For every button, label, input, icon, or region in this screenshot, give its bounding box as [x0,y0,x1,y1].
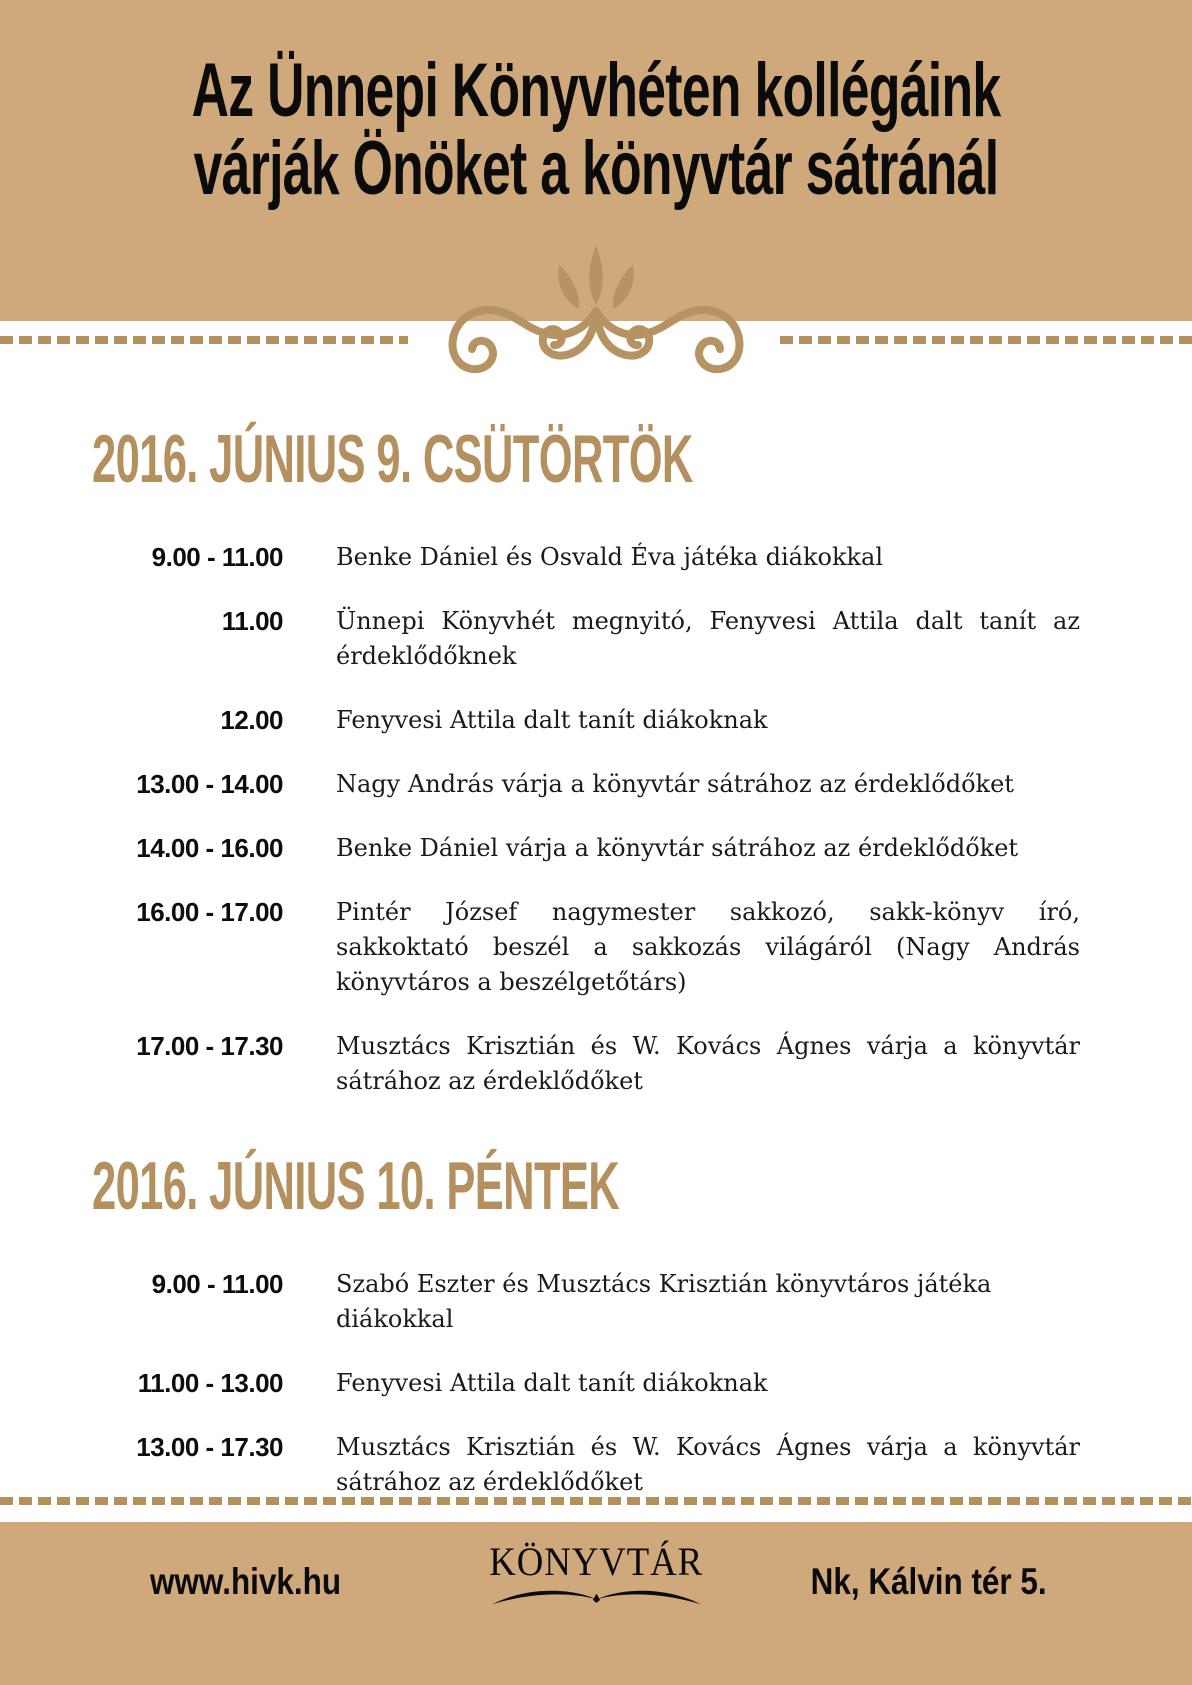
footer-address: Nk, Kálvin tér 5. [811,1561,1047,1602]
page-title [0,0,1192,211]
schedule-row [0,895,1192,1000]
event-description: Nagy András várja a könyvtár sátrához az érdeklődőket [336,770,1014,798]
event-time: 16.00 - 17.00 [136,897,283,927]
event-description: Pintér József nagymester sakkozó, sakk-könyv író, sakkoktató beszél a sakkozás világáról (Nagy András könyvtáros a beszélgetőtárs) [336,898,1080,996]
event-description: Fenyvesi Attila dalt tanít diákoknak [336,706,768,734]
schedule-row [0,540,1192,575]
event-description: Musztács Krisztián és W. Kovács Ágnes várja a könyvtár sátrához az érdeklődőket [336,1032,1080,1095]
footer-website: www.hivk.hu [150,1561,342,1602]
schedule-row [0,1366,1192,1401]
event-description: Benke Dániel várja a könyvtár sátrához az érdeklődőket [336,834,1019,862]
section-day-2 [0,1148,1192,1500]
event-time: 13.00 - 14.00 [136,769,283,799]
schedule-row [0,1430,1192,1500]
schedule-row [0,703,1192,738]
open-book-swoosh-icon [489,1580,704,1610]
section-heading-day-1: 2016. JÚNIUS 9. CSÜTÖRTÖK [92,421,693,497]
event-time: 17.00 - 17.30 [136,1031,283,1061]
page-title-line-2: várják Önöket a könyvtár sátránál [193,126,999,211]
schedule-row [0,1267,1192,1337]
event-time: 9.00 - 11.00 [151,1269,283,1299]
section-heading-day-2: 2016. JÚNIUS 10. PÉNTEK [92,1148,620,1224]
dashed-divider-right [780,336,1192,344]
schedule [0,421,1192,1529]
event-time: 14.00 - 16.00 [136,833,283,863]
dashed-divider-footer [0,1497,1192,1505]
event-description: Musztács Krisztián és W. Kovács Ágnes várja a könyvtár sátrához az érdeklődőket [336,1433,1080,1496]
event-time: 13.00 - 17.30 [136,1432,283,1462]
schedule-row [0,831,1192,866]
event-time: 9.00 - 11.00 [151,542,283,572]
event-description: Szabó Eszter és Musztács Krisztián könyvtáros játéka diákokkal [336,1270,992,1333]
event-time: 11.00 - 13.00 [137,1368,283,1398]
flourish-ornament-icon [446,243,746,393]
footer [0,1522,1192,1685]
schedule-row [0,1029,1192,1099]
library-logo-text: KÖNYVTÁR [489,1539,703,1584]
event-time: 12.00 [220,705,283,735]
section-day-1 [0,421,1192,1099]
schedule-row [0,767,1192,802]
dashed-divider-left [0,336,408,344]
event-time: 11.00 [221,606,283,636]
event-description: Fenyvesi Attila dalt tanít diákoknak [336,1369,768,1397]
event-description: Ünnepi Könyvhét megnyitó, Fenyvesi Attila dalt tanít az érdeklődőknek [336,607,1080,670]
event-description: Benke Dániel és Osvald Éva játéka diákokkal [336,543,884,571]
page-title-line-1: Az Ünnepi Könyvhéten kollégáink [191,48,1001,133]
schedule-row [0,604,1192,674]
